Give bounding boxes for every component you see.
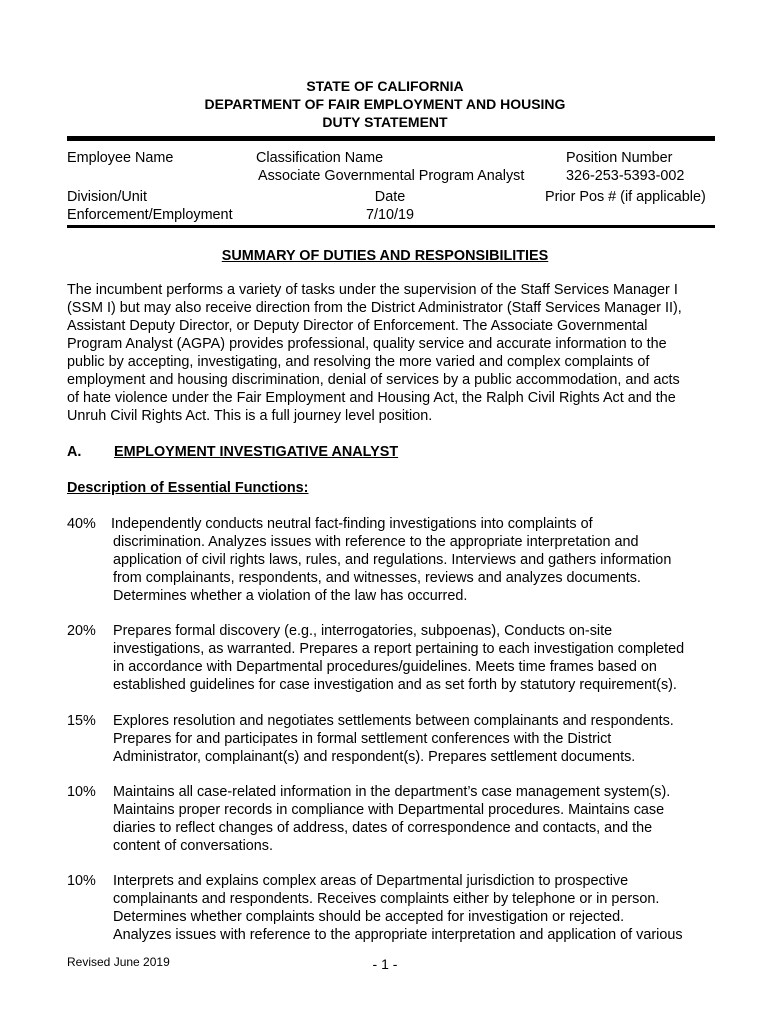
duty-line: Maintains all case-related information in the department’s case management system(s). xyxy=(113,784,671,800)
table-bottom-rule xyxy=(67,225,715,228)
footer-revised: Revised June 2019 xyxy=(67,955,170,969)
duty-item xyxy=(67,515,722,605)
duty-percent: 20% xyxy=(67,623,96,639)
duty-line: content of conversations. xyxy=(113,838,273,854)
duty-line: from complainants, respondents, and witnesses, reviews and analyzes documents. xyxy=(113,570,641,586)
duty-description xyxy=(113,783,722,855)
duty-line: discrimination. Analyzes issues with reference to the appropriate interpretation and xyxy=(113,534,639,550)
duty-description xyxy=(113,515,722,605)
header-rule xyxy=(67,136,715,141)
section-title: EMPLOYMENT INVESTIGATIVE ANALYST xyxy=(114,444,399,460)
classification-label: Classification Name xyxy=(256,150,384,166)
summary-line: The incumbent performs a variety of tasks under the supervision of the Staff Services Manager I xyxy=(67,282,678,298)
position-number-label: Position Number xyxy=(566,150,673,166)
duty-line: Administrator, complainant(s) and respondent(s). Prepares settlement documents. xyxy=(113,749,636,765)
duty-item xyxy=(67,622,722,694)
date-label: Date xyxy=(374,189,406,205)
duty-line: diaries to reflect changes of address, dates of correspondence and contacts, and the xyxy=(113,820,653,836)
summary-line: employment and housing discrimination, denial of services by a public accommodation, and acts xyxy=(67,372,680,388)
duty-description xyxy=(113,622,722,694)
duty-line: investigations, as warranted. Prepares a report pertaining to each investigation completed xyxy=(113,641,685,657)
header-title: DUTY STATEMENT xyxy=(322,114,448,130)
header-department: DEPARTMENT OF FAIR EMPLOYMENT AND HOUSING xyxy=(204,96,566,112)
summary-line: Unruh Civil Rights Act. This is a full journey level position. xyxy=(67,408,433,424)
header-state: STATE OF CALIFORNIA xyxy=(306,78,464,94)
duty-line: in accordance with Departmental procedures/guidelines. Meets time frames based on xyxy=(113,659,657,675)
prior-pos-label: Prior Pos # (if applicable) xyxy=(545,189,706,205)
duty-line: Analyzes issues with reference to the appropriate interpretation and application of various xyxy=(113,927,683,943)
duty-line: Interprets and explains complex areas of Departmental jurisdiction to prospective xyxy=(113,873,629,889)
duty-line: Prepares for and participates in formal settlement conferences with the District xyxy=(113,731,612,747)
duty-line: complainants and respondents. Receives complaints either by telephone or in person. xyxy=(113,891,660,907)
summary-line: Program Analyst (AGPA) provides professional, quality service and accurate information to the xyxy=(67,336,667,352)
duty-item xyxy=(67,872,722,944)
duty-percent: 40% xyxy=(67,516,96,532)
duty-line: Prepares formal discovery (e.g., interrogatories, subpoenas), Conducts on-site xyxy=(113,623,613,639)
date-value: 7/10/19 xyxy=(365,207,414,223)
classification-value: Associate Governmental Program Analyst xyxy=(258,168,525,184)
duty-item xyxy=(67,712,722,766)
section-letter: A. xyxy=(67,444,82,460)
duty-line: Determines whether complaints should be accepted for investigation or rejected. xyxy=(113,909,625,925)
duty-item xyxy=(67,783,722,855)
duty-percent: 15% xyxy=(67,713,96,729)
summary-title: SUMMARY OF DUTIES AND RESPONSIBILITIES xyxy=(221,248,549,264)
footer-page-number: - 1 - xyxy=(372,956,398,972)
position-number-value: 326-253-5393-002 xyxy=(566,168,685,184)
duty-line: Explores resolution and negotiates settlements between complainants and respondents. xyxy=(113,713,674,729)
duty-description xyxy=(113,712,722,766)
summary-paragraph xyxy=(67,281,722,425)
summary-line: public by accepting, investigating, and resolving the more varied and complex complaints of xyxy=(67,354,650,370)
division-label: Division/Unit xyxy=(67,189,147,205)
summary-line: Assistant Deputy Director, or Deputy Director of Enforcement. The Associate Governmental xyxy=(67,318,648,334)
employee-name-label: Employee Name xyxy=(67,150,174,166)
duty-percent: 10% xyxy=(67,784,96,800)
duty-line: Determines whether a violation of the law has occurred. xyxy=(113,588,468,604)
duty-line: established guidelines for case investigation and as set forth by statutory requirement(s). xyxy=(113,677,677,693)
duty-percent: 10% xyxy=(67,873,96,889)
description-heading: Description of Essential Functions: xyxy=(67,480,309,496)
duty-line: Maintains proper records in compliance with Departmental procedures. Maintains case xyxy=(113,802,665,818)
summary-line: (SSM I) but may also receive direction from the District Administrator (Staff Services Manager II), xyxy=(67,300,682,316)
duty-description xyxy=(113,872,722,944)
summary-line: of hate violence under the Fair Employment and Housing Act, the Ralph Civil Rights Act and the xyxy=(67,390,676,406)
duty-line: application of civil rights laws, rules, and regulations. Interviews and gathers information xyxy=(113,552,672,568)
division-value: Enforcement/Employment xyxy=(67,207,233,223)
duty-line: Independently conducts neutral fact-finding investigations into complaints of xyxy=(111,516,593,532)
